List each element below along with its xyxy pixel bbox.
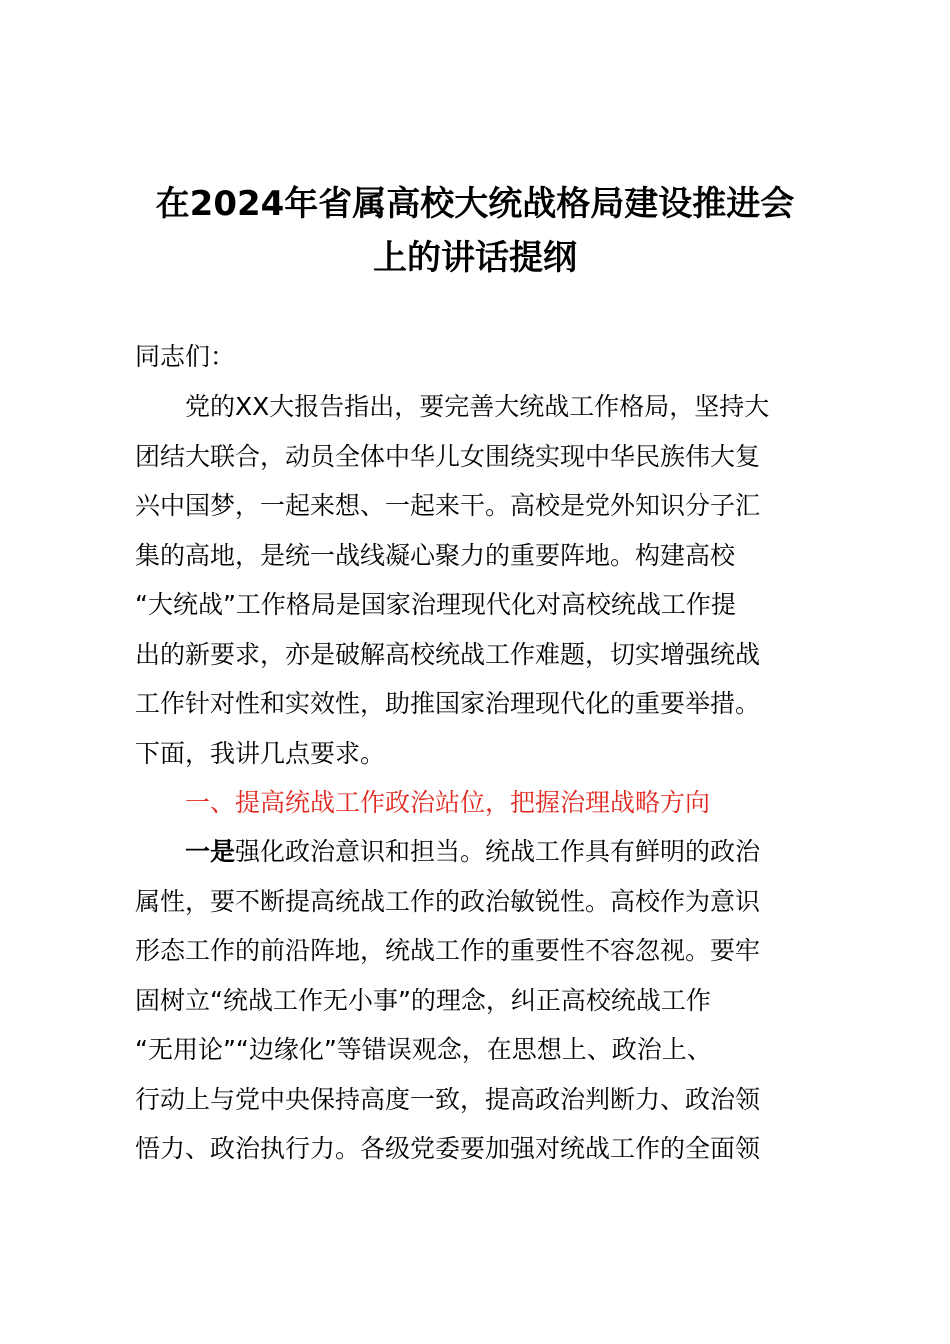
paragraph-line: 出的新要求，亦是破解高校统战工作难题，切实增强统战 <box>135 639 761 669</box>
paragraph-line <box>135 827 835 877</box>
paragraph-intro <box>135 382 835 778</box>
paragraph-line: 属性，要不断提高统战工作的政治敏锐性。高校作为意识 <box>135 886 761 916</box>
paragraph-line: 固树立“统战工作无小事”的理念，纠正高校统战工作 <box>135 985 711 1015</box>
paragraph-line: “无用论”“边缘化”等错误观念，在思想上、政治上、 <box>135 1035 712 1064</box>
paragraph-line: “大统战”工作格局是国家治理现代化对高校统战工作提 <box>135 590 736 619</box>
section-heading-1: 一、提高统战工作政治站位，把握治理战略方向 <box>185 788 711 817</box>
paragraph-line: 党的XX大报告指出，要完善大统战工作格局，坚持大 <box>185 392 770 421</box>
paragraph-line: 形态工作的前沿阵地，统战工作的重要性不容忽视。要牢 <box>135 936 761 965</box>
paragraph-line: 团结大联合，动员全体中华儿女围绕实现中华民族伟大复 <box>135 441 761 471</box>
paragraph-section-1 <box>135 827 835 1174</box>
paragraph-line: 下面，我讲几点要求。 <box>135 738 386 768</box>
paragraph-line: 集的高地，是统一战线凝心聚力的重要阵地。构建高校 <box>135 540 736 570</box>
salutation: 同志们： <box>135 342 236 371</box>
document-title-line-1: 在2024年省属高校大统战格局建设推进会 <box>155 184 795 224</box>
paragraph-lead: 一是 <box>185 837 236 866</box>
paragraph-line: 兴中国梦，一起来想、一起来干。高校是党外知识分子汇 <box>135 491 761 520</box>
document-title-line-2: 上的讲话提纲 <box>373 238 577 278</box>
paragraph-line: 悟力、政治执行力。各级党委要加强对统战工作的全面领 <box>135 1134 761 1163</box>
paragraph-line: 行动上与党中央保持高度一致，提高政治判断力、政治领 <box>135 1084 761 1114</box>
paragraph-line-text: 强化政治意识和担当。统战工作具有鲜明的政治 <box>235 837 761 866</box>
paragraph-line: 工作针对性和实效性，助推国家治理现代化的重要举措。 <box>135 689 761 718</box>
